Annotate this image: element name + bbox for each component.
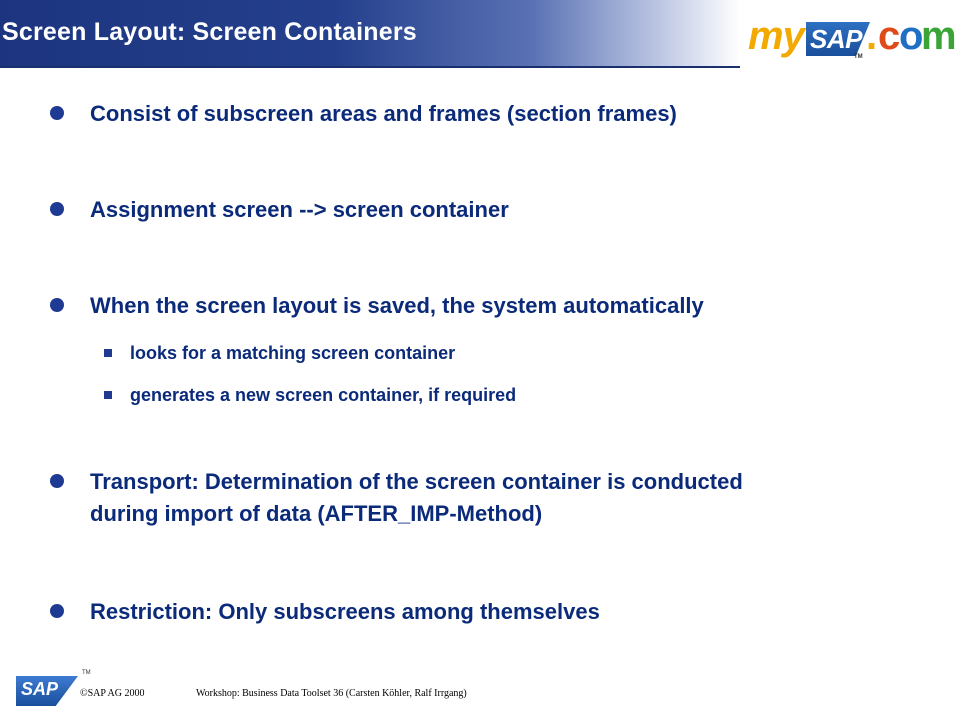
bullet-text-line-1: Transport: Determination of the screen container is conducted bbox=[90, 469, 743, 494]
bullet-dot-icon bbox=[50, 474, 64, 488]
title-bar bbox=[0, 0, 740, 68]
bullet-text: Restriction: Only subscreens among themselves bbox=[90, 599, 600, 624]
logo-dot: . bbox=[866, 14, 878, 58]
sap-logo-text: SAP bbox=[21, 679, 59, 699]
bullet-text: Consist of subscreen areas and frames (section frames) bbox=[90, 101, 677, 126]
square-bullet-icon bbox=[104, 349, 112, 357]
square-bullet-icon bbox=[104, 391, 112, 399]
logo-m: m bbox=[921, 14, 956, 58]
sub-bullet-text: generates a new screen container, if required bbox=[130, 385, 517, 405]
bullet-dot-icon bbox=[50, 202, 64, 216]
logo-my: my bbox=[748, 14, 804, 58]
sap-logo-tm: TM bbox=[82, 670, 91, 676]
slide-title: Screen Layout: Screen Containers bbox=[2, 18, 417, 46]
footer-workshop: Workshop: Business Data Toolset 36 (Carsten Köhler, Ralf Irrgang) bbox=[196, 688, 467, 699]
logo-sap: SAP bbox=[810, 24, 862, 54]
bullet-dot-icon bbox=[50, 298, 64, 312]
bullet-dot-icon bbox=[50, 604, 64, 618]
bullet-text: Assignment screen --> screen container bbox=[90, 197, 509, 222]
logo-tm: TM bbox=[854, 54, 863, 60]
logo-c: c bbox=[878, 14, 900, 58]
bullet-dot-icon bbox=[50, 106, 64, 120]
sap-footer-logo bbox=[16, 668, 90, 708]
logo-o: o bbox=[899, 14, 923, 58]
bullet-text-line-2: during import of data (AFTER_IMP-Method) bbox=[90, 501, 543, 526]
bullet-text: When the screen layout is saved, the system automatically bbox=[90, 293, 704, 318]
footer-copyright: ©SAP AG 2000 bbox=[80, 688, 145, 699]
sub-bullet-text: looks for a matching screen container bbox=[130, 343, 456, 363]
